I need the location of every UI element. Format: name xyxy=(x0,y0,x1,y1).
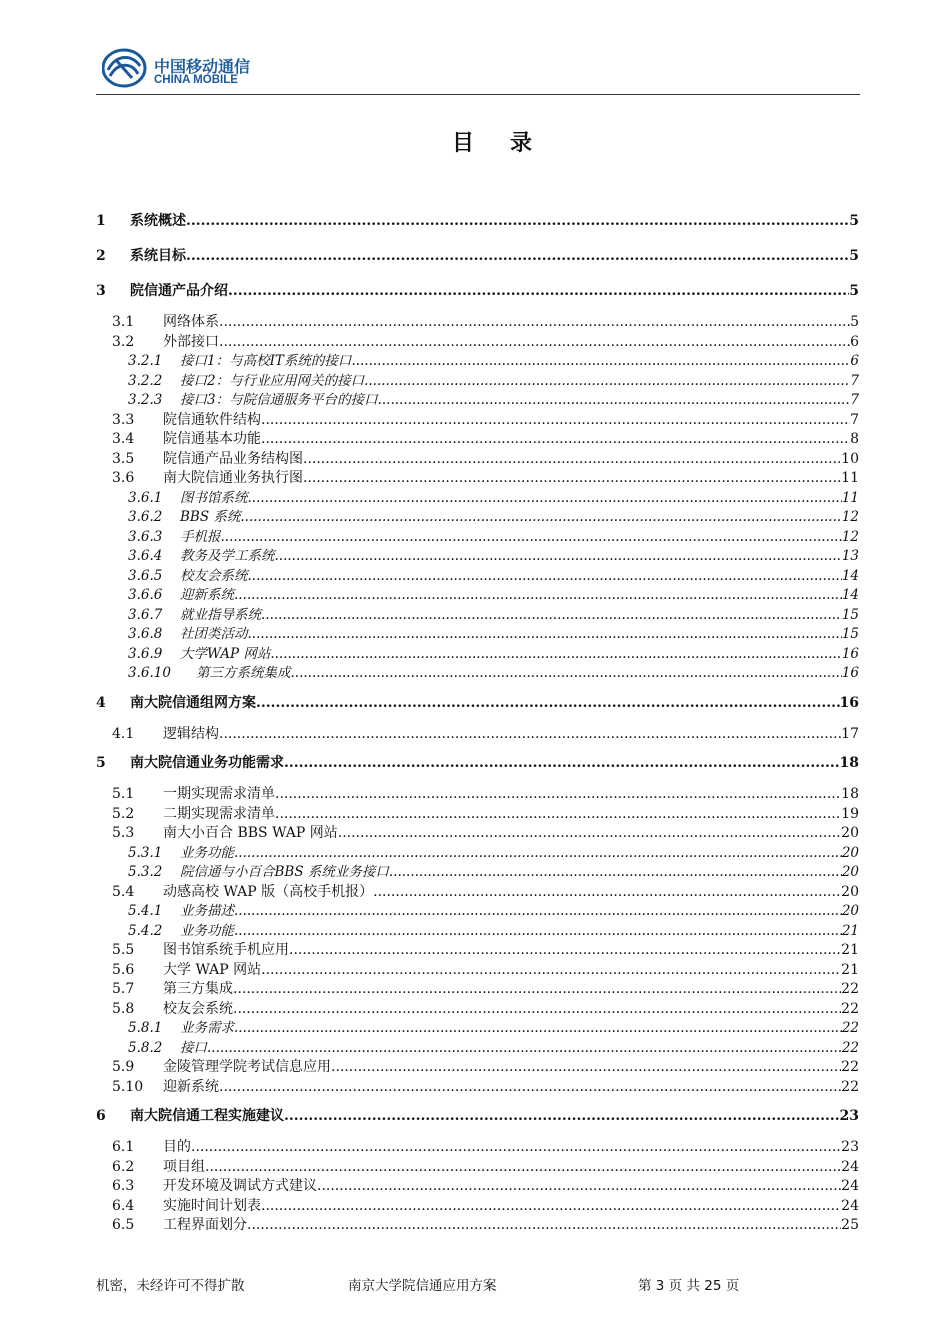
toc-entry-number: 6.4 xyxy=(112,1197,135,1214)
toc-entry-number: 3.6.8 xyxy=(128,626,163,642)
toc-entry-number: 5 xyxy=(96,755,106,771)
toc-leader-dots xyxy=(338,824,841,844)
toc-leader-dots xyxy=(219,333,850,353)
toc-entry[interactable] xyxy=(96,922,859,942)
toc-leader-dots xyxy=(234,922,842,942)
toc-entry-title: 外部接口 xyxy=(163,333,219,350)
toc-entry-number: 5.9 xyxy=(112,1059,135,1075)
toc-entry[interactable] xyxy=(96,645,859,665)
toc-entry-number: 3.6.2 xyxy=(128,509,163,525)
toc-entry-number: 5.4.1 xyxy=(128,903,163,919)
toc-leader-dots xyxy=(240,508,841,528)
toc-entry[interactable] xyxy=(96,1019,859,1039)
footer-page-info: 第 3 页 共 25 页 xyxy=(638,1278,740,1294)
toc-entry[interactable] xyxy=(96,902,859,922)
toc-entry-title: 院信通产品业务结构图 xyxy=(163,450,303,467)
toc-leader-dots xyxy=(221,528,842,548)
toc-entry-page: 12 xyxy=(841,509,859,525)
logo-chinese-text: 中国移动通信 xyxy=(154,57,251,76)
toc-entry-number: 6.5 xyxy=(112,1217,135,1233)
toc-entry[interactable] xyxy=(96,469,859,489)
toc-leader-dots xyxy=(289,941,841,961)
toc-entry-title: 接口3：与院信通服务平台的接口 xyxy=(180,392,378,408)
toc-entry-title: 南大小百合 BBS WAP 网站 xyxy=(163,825,338,841)
toc-entry[interactable] xyxy=(96,1039,859,1059)
toc-entry[interactable] xyxy=(96,208,859,237)
toc-entry-page: 22 xyxy=(841,981,859,997)
toc-entry[interactable] xyxy=(96,1216,859,1236)
toc-entry[interactable] xyxy=(96,450,859,470)
toc-entry-title: 第三方集成 xyxy=(163,981,233,997)
toc-entry-number: 3.6.5 xyxy=(128,567,163,584)
toc-entry-title: 业务描述 xyxy=(180,903,234,919)
toc-leader-dots xyxy=(378,391,851,411)
toc-entry[interactable] xyxy=(96,980,859,1000)
toc-entry-title: 南大院信通业务功能需求 xyxy=(130,755,284,771)
toc-leader-dots xyxy=(234,1019,842,1039)
toc-leader-dots xyxy=(219,725,841,745)
toc-leader-dots xyxy=(234,902,842,922)
toc-entry-title: 大学WAP 网站 xyxy=(180,645,271,662)
toc-entry-page: 16 xyxy=(839,694,859,711)
toc-entry-title: 迎新系统 xyxy=(163,1078,219,1095)
toc-entry-page: 21 xyxy=(841,961,859,978)
toc-entry-number: 3.4 xyxy=(112,431,135,447)
toc-entry[interactable] xyxy=(96,1197,859,1217)
toc-entry-title: 校友会系统 xyxy=(163,1000,233,1017)
toc-entry-title: BBS 系统 xyxy=(180,509,241,525)
toc-entry[interactable] xyxy=(96,863,859,883)
toc-entry[interactable] xyxy=(96,411,859,431)
toc-entry-number: 5.1 xyxy=(112,786,135,802)
toc-entry-title: 社团类活动 xyxy=(180,626,248,642)
toc-entry-title: 接口 xyxy=(180,1039,207,1056)
toc-leader-dots xyxy=(207,1039,842,1059)
toc-entry-title: 动感高校 WAP 版（高校手机报） xyxy=(163,883,374,900)
toc-entry-title: 大学 WAP 网站 xyxy=(163,961,262,978)
toc-entry-page: 24 xyxy=(841,1158,859,1175)
toc-entry-number: 4 xyxy=(96,694,106,711)
toc-entry-page: 15 xyxy=(841,606,859,623)
toc-leader-dots xyxy=(317,1177,841,1197)
toc-leader-dots xyxy=(284,1103,840,1129)
toc-entry-page: 6 xyxy=(850,333,859,350)
china-mobile-logo-icon xyxy=(102,48,148,88)
toc-entry-page: 22 xyxy=(841,1000,859,1017)
footer-confidential: 机密，未经许可不得扩散 xyxy=(96,1278,245,1294)
toc-entry-number: 3.6 xyxy=(112,470,135,486)
toc-entry-number: 3.6.9 xyxy=(128,645,163,662)
toc-entry-page: 5 xyxy=(850,314,859,330)
toc-entry-number: 3.3 xyxy=(112,411,135,428)
toc-leader-dots xyxy=(247,1216,841,1236)
toc-entry-number: 1 xyxy=(96,213,106,229)
toc-entry-page: 18 xyxy=(839,755,859,771)
toc-entry-page: 16 xyxy=(841,665,859,681)
toc-entry-page: 24 xyxy=(841,1178,859,1194)
toc-leader-dots xyxy=(389,863,842,883)
toc-entry-page: 18 xyxy=(841,786,859,802)
toc-entry-title: 院信通产品介绍 xyxy=(130,283,228,299)
toc-entry-page: 11 xyxy=(841,470,859,486)
toc-entry-title: 逻辑结构 xyxy=(163,725,219,742)
china-mobile-logo xyxy=(102,48,272,92)
toc-entry-title: 就业指导系统 xyxy=(180,606,261,623)
toc-entry[interactable] xyxy=(96,824,859,844)
toc-leader-dots xyxy=(186,208,849,234)
toc-entry-page: 14 xyxy=(841,567,859,584)
toc-entry-page: 17 xyxy=(841,725,859,742)
toc-entry-page: 7 xyxy=(850,392,859,408)
toc-entry-title: 接口1：与高校IT系统的接口 xyxy=(180,353,352,369)
toc-entry-page: 23 xyxy=(839,1108,859,1124)
toc-entry[interactable] xyxy=(96,372,859,392)
toc-leader-dots xyxy=(186,243,849,269)
toc-entry[interactable] xyxy=(96,391,859,411)
toc-entry-number: 5.4 xyxy=(112,883,135,900)
toc-entry[interactable] xyxy=(96,430,859,450)
toc-entry[interactable] xyxy=(96,243,859,272)
toc-leader-dots xyxy=(275,805,841,825)
toc-entry[interactable] xyxy=(96,586,859,606)
toc-entry-title: 业务功能 xyxy=(180,844,234,861)
toc-leader-dots xyxy=(248,489,842,509)
toc-entry-page: 20 xyxy=(841,825,859,841)
toc-entry-title: 院信通软件结构 xyxy=(163,411,261,428)
toc-entry-number: 3 xyxy=(96,283,106,299)
toc-entry[interactable] xyxy=(96,725,859,745)
toc-entry-number: 5.2 xyxy=(112,805,135,822)
toc-leader-dots xyxy=(233,1000,841,1020)
toc-entry-number: 5.3.1 xyxy=(128,844,163,861)
toc-entry[interactable] xyxy=(96,313,859,333)
toc-entry-title: 一期实现需求清单 xyxy=(163,786,275,802)
toc-entry-page: 11 xyxy=(841,489,859,506)
toc-entry[interactable] xyxy=(96,883,859,903)
page-header xyxy=(96,44,860,95)
toc-entry[interactable] xyxy=(96,547,859,567)
logo-english-text: CHINA MOBILE xyxy=(154,74,238,86)
toc-entry-number: 3.1 xyxy=(112,314,135,330)
toc-entry-number: 6.2 xyxy=(112,1158,135,1175)
toc-entry-number: 3.6.6 xyxy=(128,587,163,603)
toc-entry-page: 8 xyxy=(850,431,859,447)
toc-entry-number: 3.2.1 xyxy=(128,353,163,369)
toc-entry-title: 第三方系统集成 xyxy=(196,665,291,681)
toc-entry-page: 14 xyxy=(841,587,859,603)
toc-entry-number: 3.6.3 xyxy=(128,528,163,545)
toc-entry[interactable] xyxy=(96,664,859,684)
toc-entry[interactable] xyxy=(96,1078,859,1098)
toc-entry-number: 6.3 xyxy=(112,1178,135,1194)
toc-entry[interactable] xyxy=(96,528,859,548)
toc-entry-number: 3.2.3 xyxy=(128,392,163,408)
toc-entry-number: 5.5 xyxy=(112,942,135,958)
toc-entry-page: 22 xyxy=(841,1078,859,1095)
toc-leader-dots xyxy=(261,430,850,450)
toc-entry-number: 3.5 xyxy=(112,450,135,467)
toc-leader-dots xyxy=(191,1138,841,1158)
toc-entry-title: 南大院信通工程实施建议 xyxy=(130,1108,284,1124)
toc-entry-title: 院信通基本功能 xyxy=(163,431,261,447)
toc-leader-dots xyxy=(351,352,850,372)
toc-entry-title: 系统目标 xyxy=(130,248,186,264)
toc-entry[interactable] xyxy=(96,625,859,645)
toc-entry[interactable] xyxy=(96,508,859,528)
toc-entry[interactable] xyxy=(96,1103,859,1132)
toc-leader-dots xyxy=(261,1197,841,1217)
toc-entry-title: 手机报 xyxy=(180,528,221,545)
toc-entry-page: 15 xyxy=(841,626,859,642)
toc-entry-title: 教务及学工系统 xyxy=(180,548,275,564)
toc-entry-page: 20 xyxy=(841,844,859,861)
toc-entry-page: 16 xyxy=(841,645,859,662)
footer-document-title: 南京大学院信通应用方案 xyxy=(348,1278,497,1294)
toc-entry-page: 22 xyxy=(841,1039,859,1056)
toc-entry-page: 20 xyxy=(841,883,859,900)
toc-entry-title: 图书馆系统手机应用 xyxy=(163,942,289,958)
toc-entry-page: 6 xyxy=(850,353,859,369)
toc-leader-dots xyxy=(261,411,850,431)
toc-entry-title: 项目组 xyxy=(163,1158,205,1175)
toc-entry-page: 23 xyxy=(841,1139,859,1155)
table-of-contents xyxy=(96,208,859,1236)
page-footer xyxy=(96,1274,860,1294)
toc-leader-dots xyxy=(275,785,841,805)
toc-entry-number: 5.3.2 xyxy=(128,864,163,880)
toc-entry-page: 12 xyxy=(841,528,859,545)
toc-entry[interactable] xyxy=(96,690,859,719)
toc-entry-page: 20 xyxy=(841,864,859,880)
toc-entry-page: 21 xyxy=(841,942,859,958)
toc-entry-number: 5.7 xyxy=(112,981,135,997)
toc-entry-title: 校友会系统 xyxy=(180,567,248,584)
toc-entry[interactable] xyxy=(96,1158,859,1178)
toc-entry[interactable] xyxy=(96,278,859,307)
toc-leader-dots xyxy=(303,450,841,470)
toc-leader-dots xyxy=(228,278,849,304)
toc-entry-title: 目的 xyxy=(163,1139,191,1155)
toc-leader-dots xyxy=(233,980,841,1000)
toc-leader-dots xyxy=(303,469,841,489)
toc-entry-page: 10 xyxy=(841,450,859,467)
toc-entry[interactable] xyxy=(96,567,859,587)
toc-entry-number: 6 xyxy=(96,1108,106,1124)
toc-entry[interactable] xyxy=(96,941,859,961)
toc-leader-dots xyxy=(248,625,842,645)
toc-entry-number: 3.6.4 xyxy=(128,548,163,564)
toc-entry-title: 二期实现需求清单 xyxy=(163,805,275,822)
toc-entry-title: 南大院信通业务执行图 xyxy=(163,470,303,486)
toc-entry[interactable] xyxy=(96,844,859,864)
toc-entry[interactable] xyxy=(96,961,859,981)
toc-entry-page: 21 xyxy=(841,922,859,939)
toc-entry-number: 3.2.2 xyxy=(128,372,163,389)
toc-leader-dots xyxy=(234,844,842,864)
toc-entry-number: 5.4.2 xyxy=(128,922,163,939)
toc-entry-number: 5.6 xyxy=(112,961,135,978)
toc-entry[interactable] xyxy=(96,1138,859,1158)
toc-leader-dots xyxy=(291,664,842,684)
toc-entry[interactable] xyxy=(96,606,859,626)
toc-leader-dots xyxy=(261,961,841,981)
toc-leader-dots xyxy=(205,1158,841,1178)
toc-leader-dots xyxy=(331,1058,841,1078)
toc-entry-title: 迎新系统 xyxy=(180,587,234,603)
toc-leader-dots xyxy=(284,750,840,776)
toc-entry-page: 5 xyxy=(849,283,859,299)
toc-leader-dots xyxy=(364,372,850,392)
toc-leader-dots xyxy=(248,567,842,587)
toc-entry-number: 6.1 xyxy=(112,1139,135,1155)
toc-entry[interactable] xyxy=(96,750,859,779)
toc-leader-dots xyxy=(256,690,840,716)
toc-entry-title: 开发环境及调试方式建议 xyxy=(163,1178,317,1194)
toc-entry[interactable] xyxy=(96,352,859,372)
toc-entry-number: 3.2 xyxy=(112,333,135,350)
toc-entry-page: 7 xyxy=(850,372,859,389)
toc-entry[interactable] xyxy=(96,1058,859,1078)
toc-entry-page: 19 xyxy=(841,805,859,822)
toc-entry[interactable] xyxy=(96,333,859,353)
toc-entry[interactable] xyxy=(96,785,859,805)
toc-entry-page: 7 xyxy=(850,411,859,428)
toc-leader-dots xyxy=(234,586,842,606)
toc-entry-title: 业务功能 xyxy=(180,922,234,939)
toc-leader-dots xyxy=(261,606,842,626)
toc-entry[interactable] xyxy=(96,805,859,825)
toc-entry-title: 图书馆系统 xyxy=(180,489,248,506)
toc-entry[interactable] xyxy=(96,1000,859,1020)
toc-entry-number: 3.6.10 xyxy=(128,665,171,681)
toc-entry-number: 3.6.7 xyxy=(128,606,163,623)
toc-entry-title: 工程界面划分 xyxy=(163,1217,247,1233)
toc-entry-title: 院信通与小百合BBS 系统业务接口 xyxy=(180,864,389,880)
toc-entry[interactable] xyxy=(96,489,859,509)
toc-entry-page: 25 xyxy=(841,1217,859,1233)
toc-entry-number: 3.6.1 xyxy=(128,489,163,506)
toc-leader-dots xyxy=(373,883,841,903)
toc-entry-page: 22 xyxy=(841,1059,859,1075)
toc-entry-page: 24 xyxy=(841,1197,859,1214)
toc-entry-page: 22 xyxy=(841,1020,859,1036)
toc-entry[interactable] xyxy=(96,1177,859,1197)
toc-entry-page: 5 xyxy=(849,248,859,264)
toc-entry-page: 13 xyxy=(841,548,859,564)
toc-leader-dots xyxy=(219,1078,841,1098)
toc-entry-title: 网络体系 xyxy=(163,314,219,330)
toc-entry-page: 20 xyxy=(841,903,859,919)
toc-leader-dots xyxy=(219,313,850,333)
toc-entry-number: 5.3 xyxy=(112,825,135,841)
toc-entry-number: 5.8.2 xyxy=(128,1039,163,1056)
toc-entry-number: 5.10 xyxy=(112,1078,144,1095)
toc-leader-dots xyxy=(270,645,841,665)
toc-entry-number: 2 xyxy=(96,248,106,264)
toc-entry-title: 实施时间计划表 xyxy=(163,1197,261,1214)
toc-entry-number: 5.8.1 xyxy=(128,1020,163,1036)
toc-entry-title: 金陵管理学院考试信息应用 xyxy=(163,1059,331,1075)
toc-entry-number: 5.8 xyxy=(112,1000,135,1017)
toc-entry-page: 5 xyxy=(849,213,859,229)
toc-entry-title: 南大院信通组网方案 xyxy=(130,694,256,711)
toc-entry-title: 接口2：与行业应用网关的接口 xyxy=(180,372,365,389)
toc-entry-title: 业务需求 xyxy=(180,1020,234,1036)
toc-entry-title: 系统概述 xyxy=(130,213,186,229)
toc-entry-number: 4.1 xyxy=(112,725,135,742)
page-title: 目录 xyxy=(451,130,568,156)
toc-leader-dots xyxy=(275,547,842,567)
